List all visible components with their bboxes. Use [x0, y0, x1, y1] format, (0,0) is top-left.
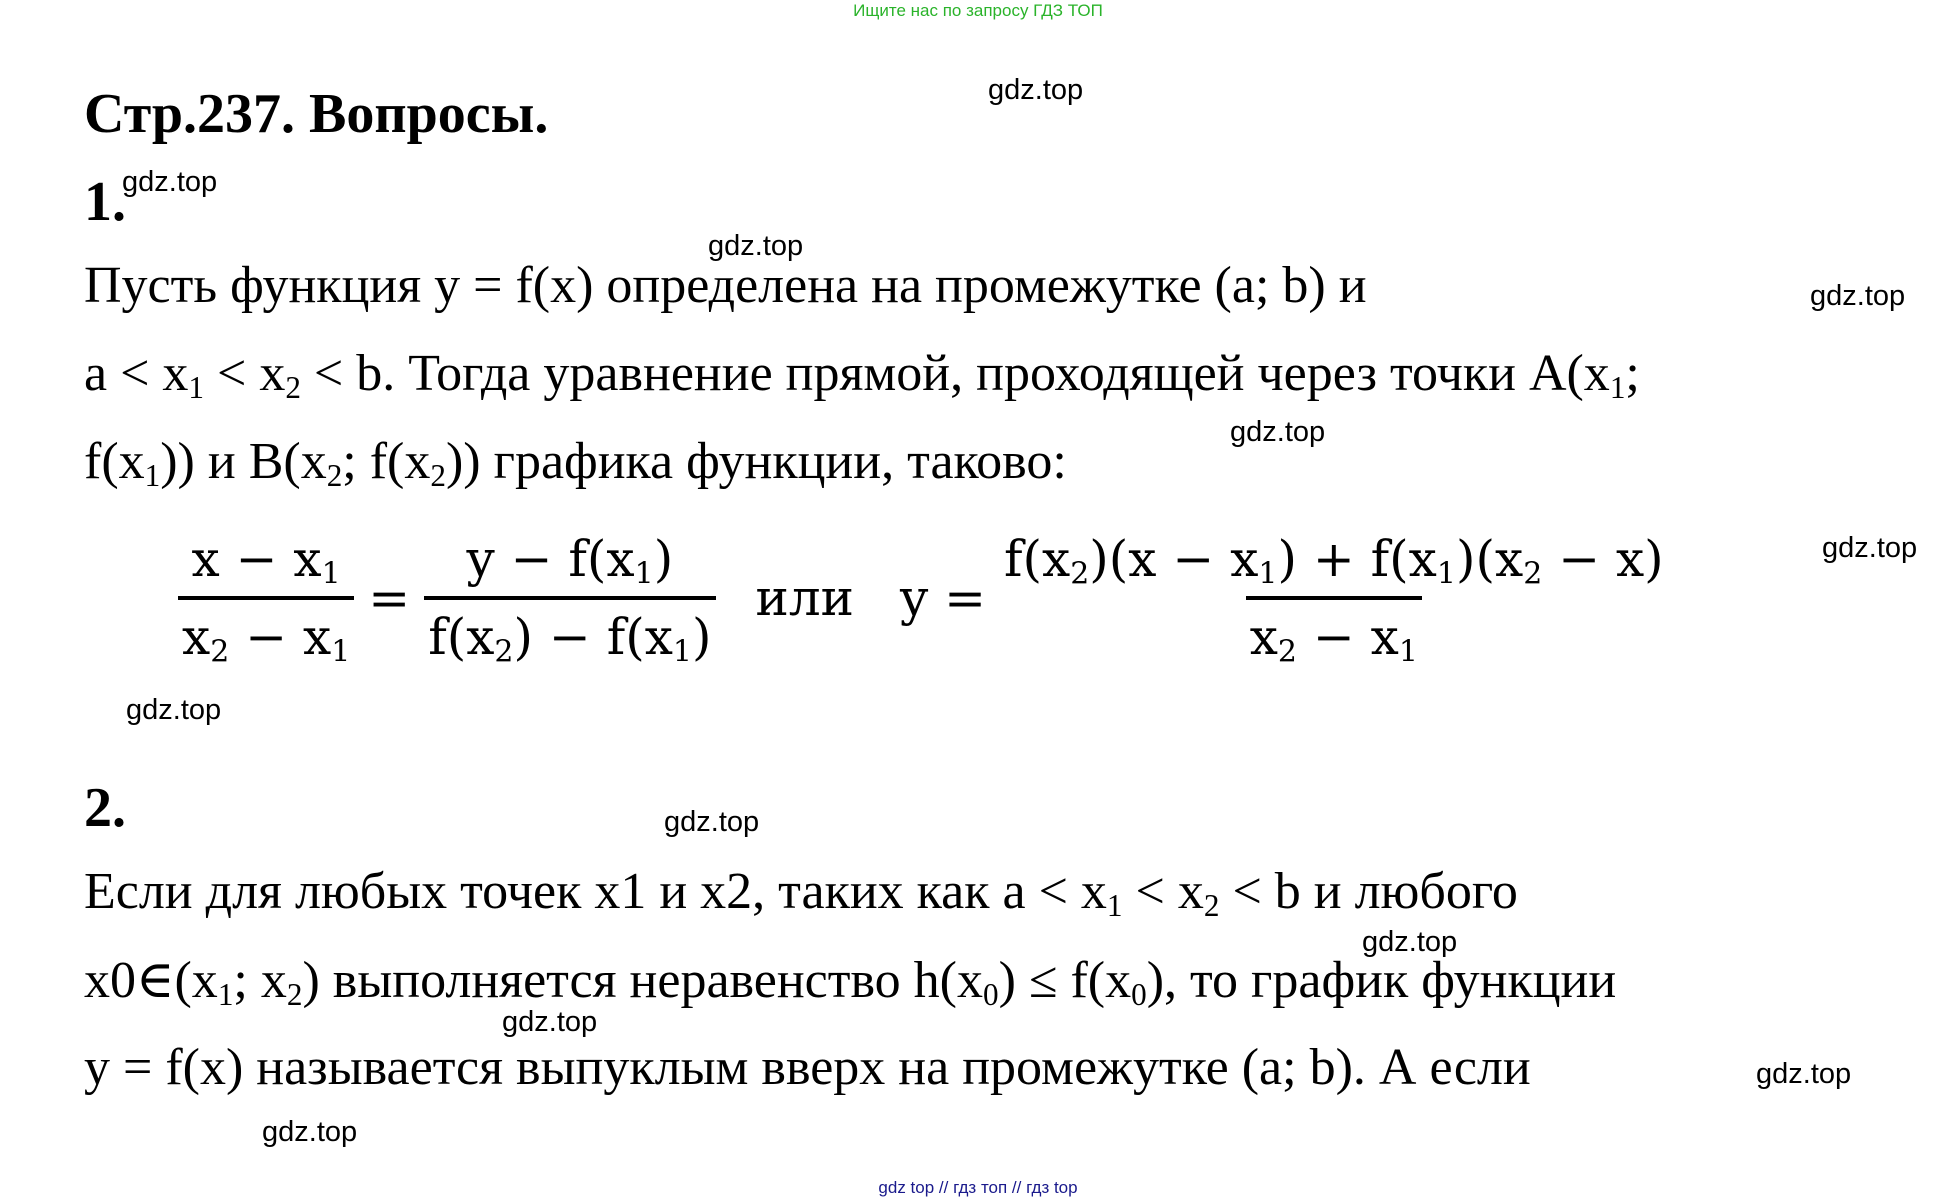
- watermark: gdz.top: [262, 1116, 358, 1148]
- question-1-line-1: Пусть функция y = f(x) определена на промежутке (a; b) и: [84, 257, 1367, 314]
- question-2-line-1: Если для любых точек x1 и x2, таких как $a < x_1 < x_2 < b$ и любого: [84, 863, 1518, 923]
- watermark: gdz.top: [1756, 1058, 1852, 1090]
- fraction-middle-denominator: $f(x_2) - f(x_1)$: [424, 596, 715, 666]
- page-title: Стр.237. Вопросы.: [84, 83, 549, 145]
- question-1-line-2: $a < x_1 < x_2 < b$. Тогда уравнение прямой, проходящей через точки $A(x_1$;: [84, 345, 1640, 405]
- watermark: gdz.top: [1822, 532, 1918, 564]
- question-2-line-3: y = f(x) называется выпуклым вверх на промежутке (a; b). А если: [84, 1039, 1531, 1096]
- fraction-left-denominator: $x_2 - x_1$: [178, 596, 354, 666]
- fraction-left: [178, 530, 354, 670]
- top-banner: Ищите нас по запросу ГДЗ ТОП: [853, 1, 1103, 20]
- question-2-number: 2.: [84, 777, 126, 839]
- equals-sign: =: [368, 569, 411, 627]
- watermark: gdz.top: [126, 694, 222, 726]
- fraction-right-numerator: $f(x_2)(x - x_1) + f(x_1)(x_2 - x)$: [1003, 530, 1664, 592]
- fraction-left-numerator: $x - x_1$: [191, 530, 341, 592]
- watermark: gdz.top: [1362, 926, 1458, 958]
- fraction-middle: [424, 530, 715, 670]
- watermark: gdz.top: [664, 806, 760, 838]
- watermark: gdz.top: [708, 230, 804, 262]
- line-equation-formula: [178, 518, 1778, 678]
- watermark: gdz.top: [1810, 280, 1906, 312]
- question-1-line-3: $f(x_1)$) и $B(x_2$; $f(x_2)$) графика функции, таково:: [84, 433, 1067, 493]
- question-2-line-2: $x0\in(x_1$; $x_2$) выполняется неравенство $h(x_0) \le f(x_0)$, то график функции: [84, 952, 1617, 1012]
- fraction-right-denominator: $x_2 - x_1$: [1246, 596, 1422, 666]
- fraction-right: [1000, 530, 1668, 670]
- fraction-middle-numerator: $y - f(x_1)$: [466, 530, 674, 592]
- watermark: gdz.top: [502, 1006, 598, 1038]
- watermark: gdz.top: [122, 166, 218, 198]
- footer-watermark: gdz top // гдз топ // гдз top: [878, 1178, 1078, 1197]
- y-equals: y =: [899, 569, 986, 627]
- watermark: gdz.top: [1230, 416, 1326, 448]
- question-1-number: 1.: [84, 171, 126, 233]
- watermark: gdz.top: [988, 74, 1084, 106]
- or-word: или: [755, 569, 854, 627]
